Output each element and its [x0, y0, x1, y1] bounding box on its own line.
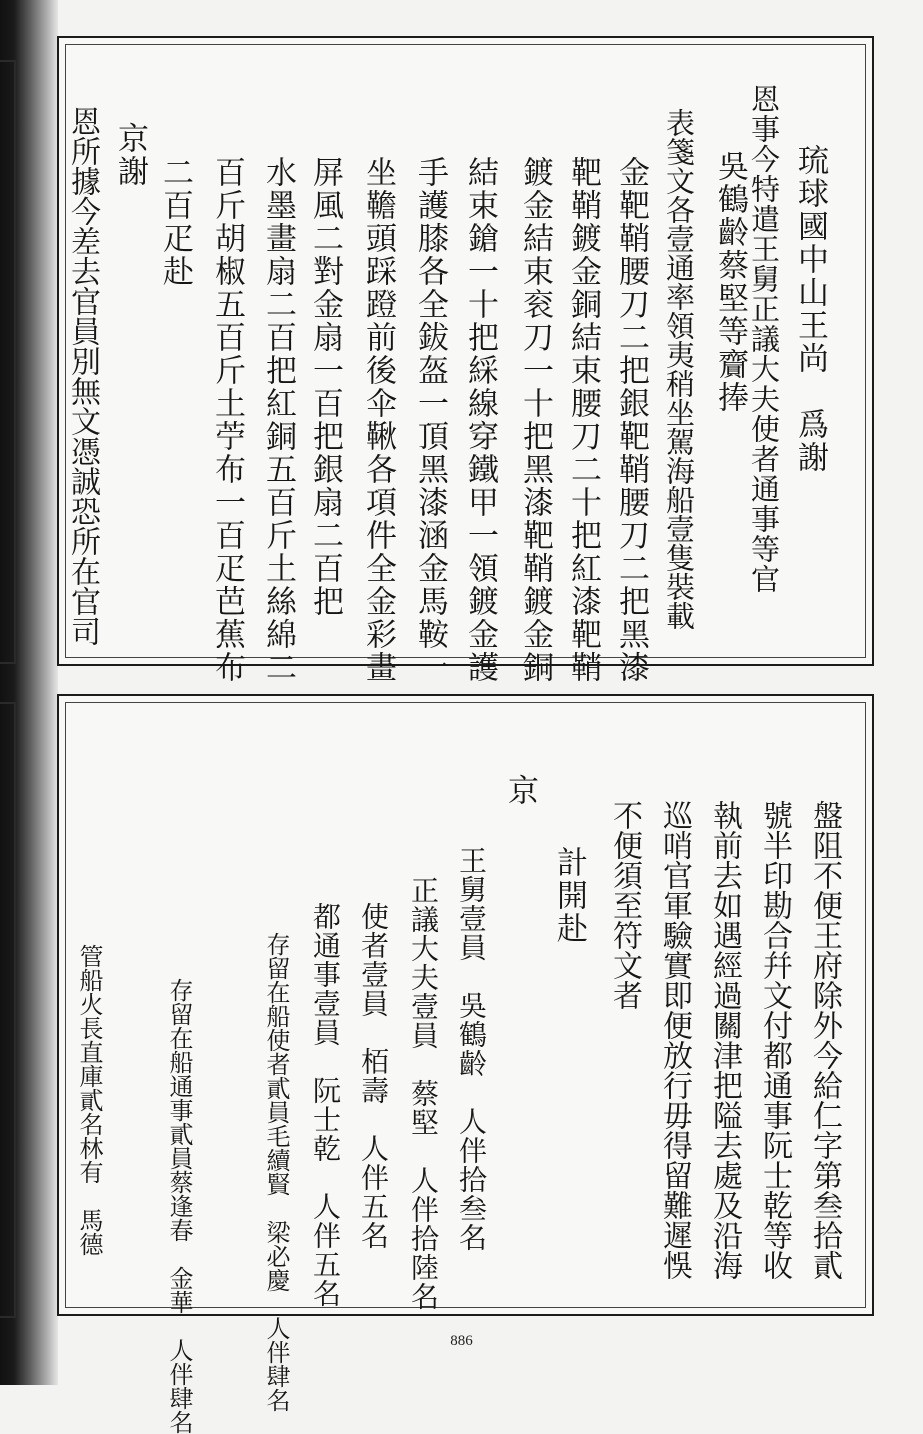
top-column-14: 二百疋赴 [157, 156, 193, 288]
top-column-1: 琉球國中山王尚 爲謝 [792, 144, 828, 474]
top-column-13: 百斤胡椒五百斤土苧布一百疋芭蕉布 [209, 156, 245, 684]
top-column-16: 恩所據今差去官員別無文憑誠恐所在官司 [65, 106, 100, 646]
bottom-column-10: 使者壹員 栢壽 人伴五名 [357, 902, 390, 1250]
bottom-column-4: 巡哨官軍驗實即便放行毋得留難遲悞 [657, 800, 692, 1280]
top-column-10: 坐韂頭踩蹬前後伞鞦各項件全金彩畫 [360, 156, 396, 684]
upper-document-panel [57, 36, 874, 684]
bottom-column-2: 號半印勘合幷文付都通事阮士乾等收 [757, 800, 792, 1280]
bottom-column-1: 盤阻不便王府除外今給仁字第叁拾貳 [807, 800, 842, 1280]
facing-page-edge-top [0, 60, 16, 664]
bottom-column-12: 存留在船使者貳員毛續賢 梁必慶 人伴肆名 [262, 932, 290, 1412]
bottom-column-6: 計開赴 [551, 846, 587, 945]
bottom-column-5: 不便須至符文者 [607, 800, 642, 1010]
bottom-column-7: 京 [502, 774, 538, 807]
bottom-column-9: 正議大夫壹員 蔡堅 人伴拾陸名 [407, 876, 440, 1311]
top-column-8: 結束鎗一十把綵線穿鐵甲一領鍍金護 [462, 156, 498, 684]
top-column-12: 水墨畫扇二百把紅銅五百斤土絲綿二 [260, 156, 296, 684]
facing-page-edge-bottom [0, 702, 16, 1318]
bottom-column-13: 存留在船通事貳員蔡逢春 金華 人伴肆名 [165, 978, 193, 1434]
top-column-15: 京謝 [112, 122, 148, 188]
top-column-5: 金靶鞘腰刀二把銀靶鞘腰刀二把黑漆 [613, 156, 649, 684]
bottom-column-11: 都通事壹員 阮士乾 人伴五名 [309, 902, 342, 1308]
bottom-column-14: 管船火長直庫貳名林有 馬德 [75, 944, 103, 1256]
top-column-6: 靶鞘鍍金銅結束腰刀二十把紅漆靶鞘 [565, 156, 601, 684]
bottom-column-8: 王舅壹員 吳鶴齡 人伴拾叁名 [455, 846, 488, 1252]
top-column-9: 手護膝各全鈸盔一頂黑漆涵金馬鞍一 [412, 156, 448, 684]
bottom-column-3: 執前去如遇經過關津把隘去處及沿海 [707, 800, 742, 1280]
top-column-4: 表箋文各壹通率領夷稍坐駕海船壹隻裝載 [662, 108, 696, 630]
top-column-7: 鍍金結束衮刀一十把黑漆靶鞘鍍金銅 [517, 156, 553, 684]
top-column-11: 屏風二對金扇一百把銀扇二百把 [307, 156, 343, 618]
top-column-2: 恩事今特遣王舅正議大夫使者通事等官 [747, 84, 781, 594]
page-number: 886 [450, 1333, 473, 1349]
top-column-3: 吳鶴齡蔡堅等齎捧 [712, 150, 748, 414]
